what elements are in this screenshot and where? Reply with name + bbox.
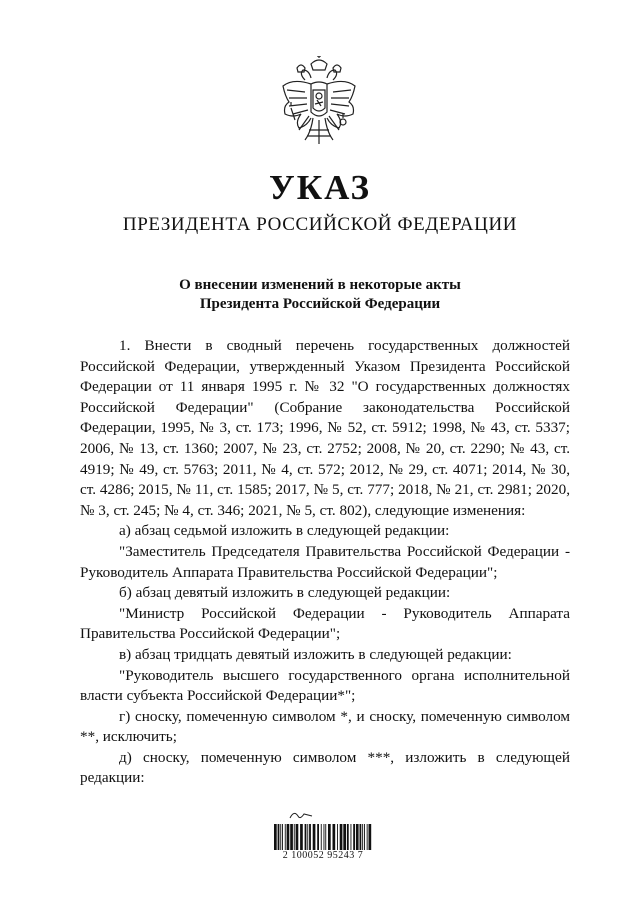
barcode-bar — [278, 824, 280, 850]
paragraph-quote-v: "Руководитель высшего государственного органа исполнительной власти субъекта Российской Федерации*"; — [80, 666, 570, 705]
barcode-bar — [280, 824, 281, 850]
document-subtitle: ПРЕЗИДЕНТА РОССИЙСКОЙ ФЕДЕРАЦИИ — [122, 214, 518, 235]
decree-heading-line-2: Президента Российской Федерации — [199, 296, 441, 312]
decree-body — [80, 336, 570, 789]
barcode-bar — [343, 824, 346, 850]
paragraph-subitem-b: б) абзац девятый изложить в следующей редакции: — [119, 584, 451, 602]
barcode-bar — [285, 824, 286, 850]
barcode-bar — [333, 824, 336, 850]
barcode-bar — [337, 824, 338, 850]
barcode-bar — [369, 824, 372, 850]
barcode-bar — [294, 824, 295, 850]
barcode-bar — [317, 824, 319, 850]
paragraph-quote-a: "Заместитель Председателя Правительства Российской Федерации - Руководитель Аппарата Правительства Российской Федерации"; — [80, 542, 570, 581]
barcode-bar — [367, 824, 368, 850]
barcode-bar — [360, 824, 362, 850]
paragraph-subitem-a: а) абзац седьмой изложить в следующей редакции: — [119, 522, 450, 540]
barcode-bar — [309, 824, 311, 850]
barcode-bar — [347, 824, 349, 850]
barcode-bar — [340, 824, 343, 850]
barcode-bar — [296, 824, 299, 850]
barcode-bar — [353, 824, 355, 850]
barcode-bar — [364, 824, 365, 850]
barcode-bar — [287, 824, 290, 850]
barcode-bar — [324, 824, 325, 850]
coat-of-arms-emblem — [275, 56, 363, 152]
barcode-bar — [328, 824, 331, 850]
barcode-number: 2 100052 95243 7 — [282, 850, 364, 861]
document-title: УКАЗ — [269, 168, 371, 207]
barcode-bar — [313, 824, 316, 850]
paragraph-subitem-d: д) сноску, помеченную символом ***, изложить в следующей редакции: — [80, 748, 570, 787]
barcode-bar — [305, 824, 307, 850]
barcode-bar — [300, 824, 303, 850]
barcode-bar — [282, 824, 283, 850]
paragraph-subitem-v: в) абзац тридцать девятый изложить в следующей редакции: — [119, 645, 512, 663]
paragraph-item-1: 1. Внести в сводный перечень государственных должностей Российской Федерации, утвержденный Указом Президента Российской Федерации от 11 января 1995 г. № 32 "О государственных должностях Российской Федерации" (Собрание законодательства Российской Федерации, 1995, № 3, ст. 173; 1996, № 52, ст. 5912; 1998, № 43, ст. 5337; 2006, № 13, ст. 1360; 2007, № 23, ст. 2752; 2008, № 20, ст. 2290; № 43, ст. 4919; № 49, ст. 5763; 2011, № 4, ст. 572; 2012, № 29, ст. 4071; 2014, № 30, ст. 4286; 2015, № 11, ст. 1585; 2017, № 5, ст. 777; 2018, № 21, ст. 2981; 2020, № 3, ст. 245; № 4, ст. 346; 2021, № 5, ст. 802), следующие изменения: — [80, 337, 570, 519]
paragraph-quote-b: "Министр Российской Федерации - Руководитель Аппарата Правительства Российской Федерации"; — [80, 604, 570, 643]
paragraph-subitem-g: г) сноску, помеченную символом *, и сноску, помеченную символом **, исключить; — [80, 707, 570, 746]
barcode-bar — [274, 824, 277, 850]
decree-heading-line-1: О внесении изменений в некоторые акты — [179, 277, 461, 293]
barcode-bar — [307, 824, 308, 850]
barcode-bar — [290, 824, 293, 850]
decree-heading — [0, 276, 640, 314]
barcode-bar — [325, 824, 326, 850]
barcode-bar — [321, 824, 322, 850]
barcode-bar — [351, 824, 352, 850]
barcode-bar — [362, 824, 363, 850]
barcode-bar — [356, 824, 359, 850]
signature-mark — [290, 813, 312, 818]
